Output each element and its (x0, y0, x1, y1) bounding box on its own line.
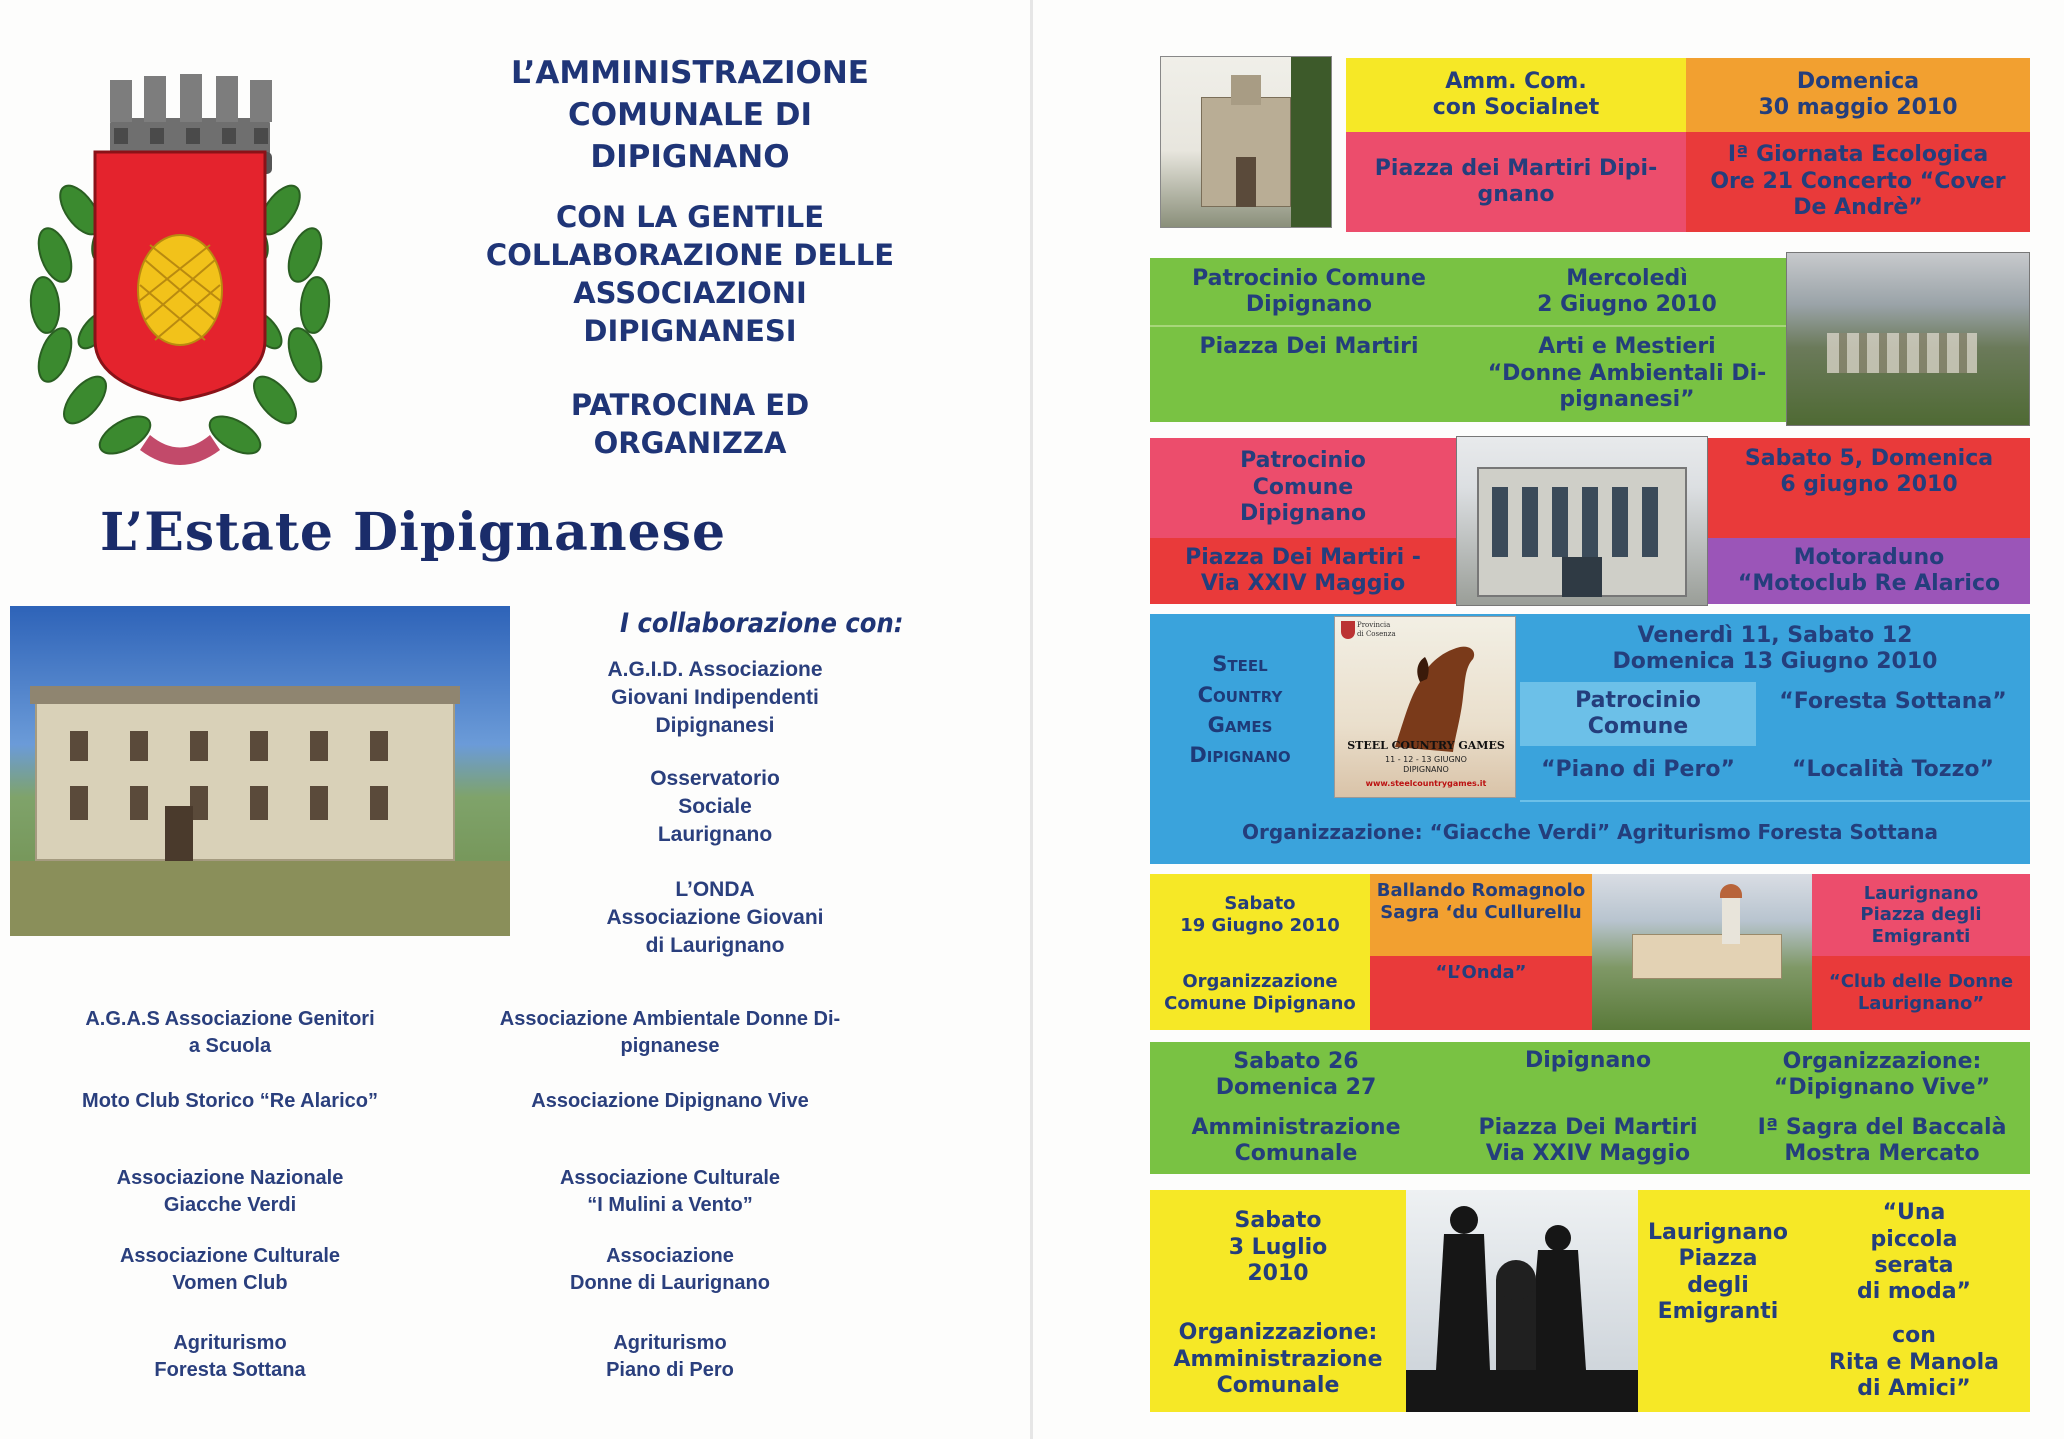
event6-town: Dipignano (1524, 1048, 1652, 1073)
event7-guests: con Rita e Manola di Amici” (1829, 1323, 1999, 1402)
event3-activity: Motoraduno “Motoclub Re Alarico (1708, 538, 2030, 604)
event2-activity: Arti e Mestieri “Donne Ambientali Di- pignanesi” (1468, 326, 1786, 422)
poster-url: www.steelcountrygames.it (1365, 779, 1487, 788)
province-shield-icon (1341, 621, 1355, 639)
event7-date: Sabato 3 Luglio 2010 (1228, 1208, 1328, 1287)
event1-date: Domenica 30 maggio 2010 (1686, 58, 2030, 132)
event6-date: Sabato 26 Domenica 27 (1215, 1048, 1377, 1100)
event5-place: Laurignano Piazza degli Emigranti (1812, 874, 2030, 956)
assoc-piano-di-pero: Agriturismo Piano di Pero (606, 1332, 734, 1381)
assoc-dipignano-vive: Associazione Dipignano Vive (531, 1090, 809, 1112)
header-administration: L’AMMINISTRAZIONE COMUNALE DI DIPIGNANO (511, 55, 869, 175)
event2-patronage: Patrocinio Comune Dipignano (1150, 258, 1468, 326)
event3-patronage: Patrocinio Comune Dipignano (1150, 438, 1456, 538)
event4-divider (1520, 800, 2030, 802)
event6-activity: Iª Sagra del Baccalà Mostra Mercato (1757, 1114, 2007, 1166)
event1-place: Piazza dei Martiri Dipi- gnano (1346, 132, 1686, 232)
poster-subtitle: 11 - 12 - 13 GIUGNO DIPIGNANO (1385, 755, 1467, 774)
event1-organizer: Amm. Com. con Socialnet (1346, 58, 1686, 132)
collab-onda: L’ONDA Associazione Giovani di Laurignano (606, 878, 824, 957)
event4-date: Venerdì 11, Sabato 12 Domenica 13 Giugno 2010 (1612, 622, 1938, 674)
event4-organization: Organizzazione: “Giacche Verdi” Agriturismo Foresta Sottana (1242, 820, 1938, 844)
event6-organization: Organizzazione: “Dipignano Vive” (1773, 1048, 1991, 1100)
event5-activity: Ballando Romagnolo Sagra ‘du Cullurellu (1370, 874, 1592, 956)
event4-piano: “Piano di Pero” (1541, 756, 1735, 782)
poster-title: STEEL COUNTRY GAMES (1347, 739, 1505, 752)
event4-patronage: Patrocinio Comune (1520, 682, 1756, 746)
event7-place: Laurignano Piazza degli Emigranti (1648, 1220, 1788, 1325)
assoc-motoclub: Moto Club Storico “Re Alarico” (82, 1090, 378, 1112)
coat-of-arms-icon (10, 40, 340, 480)
collab-osservatorio: Osservatorio Sociale Laurignano (650, 767, 780, 846)
poster-province: Provincia di Cosenza (1357, 621, 1396, 638)
event6-administration: Amministrazione Comunale (1191, 1114, 1401, 1166)
statues-photo (1406, 1190, 1638, 1412)
event5-onda: “L’Onda” (1370, 956, 1592, 1030)
event3-place: Piazza Dei Martiri - Via XXIV Maggio (1150, 538, 1456, 604)
laurignano-photo (1592, 874, 1812, 1030)
event5-organizer: Organizzazione Comune Dipignano (1150, 956, 1370, 1030)
landscape-photo (1786, 252, 2030, 426)
town-hall-photo (1456, 436, 1708, 606)
coat-of-arms (10, 40, 340, 480)
assoc-donne-dipignanese: Associazione Ambientale Donne Di- pignanese (499, 1008, 841, 1057)
event3-date: Sabato 5, Domenica 6 giugno 2010 (1708, 438, 2030, 538)
event5-club: “Club delle Donne Laurignano” (1812, 956, 2030, 1030)
event7-organization: Organizzazione: Amministrazione Comunale (1173, 1320, 1383, 1399)
page-fold (1030, 0, 1033, 1439)
event4-foresta: “Foresta Sottana” (1779, 688, 2007, 714)
assoc-donne-laurignano: Associazione Donne di Laurignano (570, 1245, 770, 1294)
event2-divider (1150, 325, 1786, 327)
assoc-vomen-club: Associazione Culturale Vomen Club (119, 1245, 341, 1294)
steel-games-poster (1334, 616, 1516, 798)
assoc-mulini-vento: Associazione Culturale “I Mulini a Vento” (559, 1167, 781, 1216)
collab-heading: I collaborazione con: (620, 608, 904, 639)
assoc-giacche-verdi: Associazione Nazionale Giacche Verdi (116, 1167, 344, 1216)
event4-title: Steel Country Games Dipignano (1189, 652, 1291, 768)
header-collaboration: CON LA GENTILE COLLABORAZIONE DELLE ASSOCIAZIONI DIPIGNANESI (485, 200, 895, 348)
page-title: L’Estate Dipignanese (100, 502, 727, 563)
assoc-agas: A.G.A.S Associazione Genitori a Scuola (85, 1008, 375, 1057)
event4-tozzo: “Località Tozzo” (1792, 756, 1994, 782)
event2-place: Piazza Dei Martiri (1150, 326, 1468, 422)
assoc-foresta-sottana: Agriturismo Foresta Sottana (154, 1332, 306, 1381)
event1-activity: Iª Giornata Ecologica Ore 21 Concerto “Cover De Andrè” (1686, 132, 2030, 232)
palazzo-photo (10, 606, 510, 936)
event5-date: Sabato 19 Giugno 2010 (1150, 874, 1370, 956)
statues-silhouette-icon (1406, 1190, 1638, 1412)
event7-activity: “Una piccola serata di moda” (1856, 1200, 1972, 1305)
header-patronage: PATROCINA ED ORGANIZZA (570, 388, 810, 460)
collab-agid: A.G.I.D. Associazione Giovani Indipendenti Dipignanesi (607, 658, 823, 737)
event6-place: Piazza Dei Martiri Via XXIV Maggio (1478, 1114, 1698, 1166)
church-photo (1160, 56, 1332, 228)
event2-date: Mercoledì 2 Giugno 2010 (1468, 258, 1786, 326)
